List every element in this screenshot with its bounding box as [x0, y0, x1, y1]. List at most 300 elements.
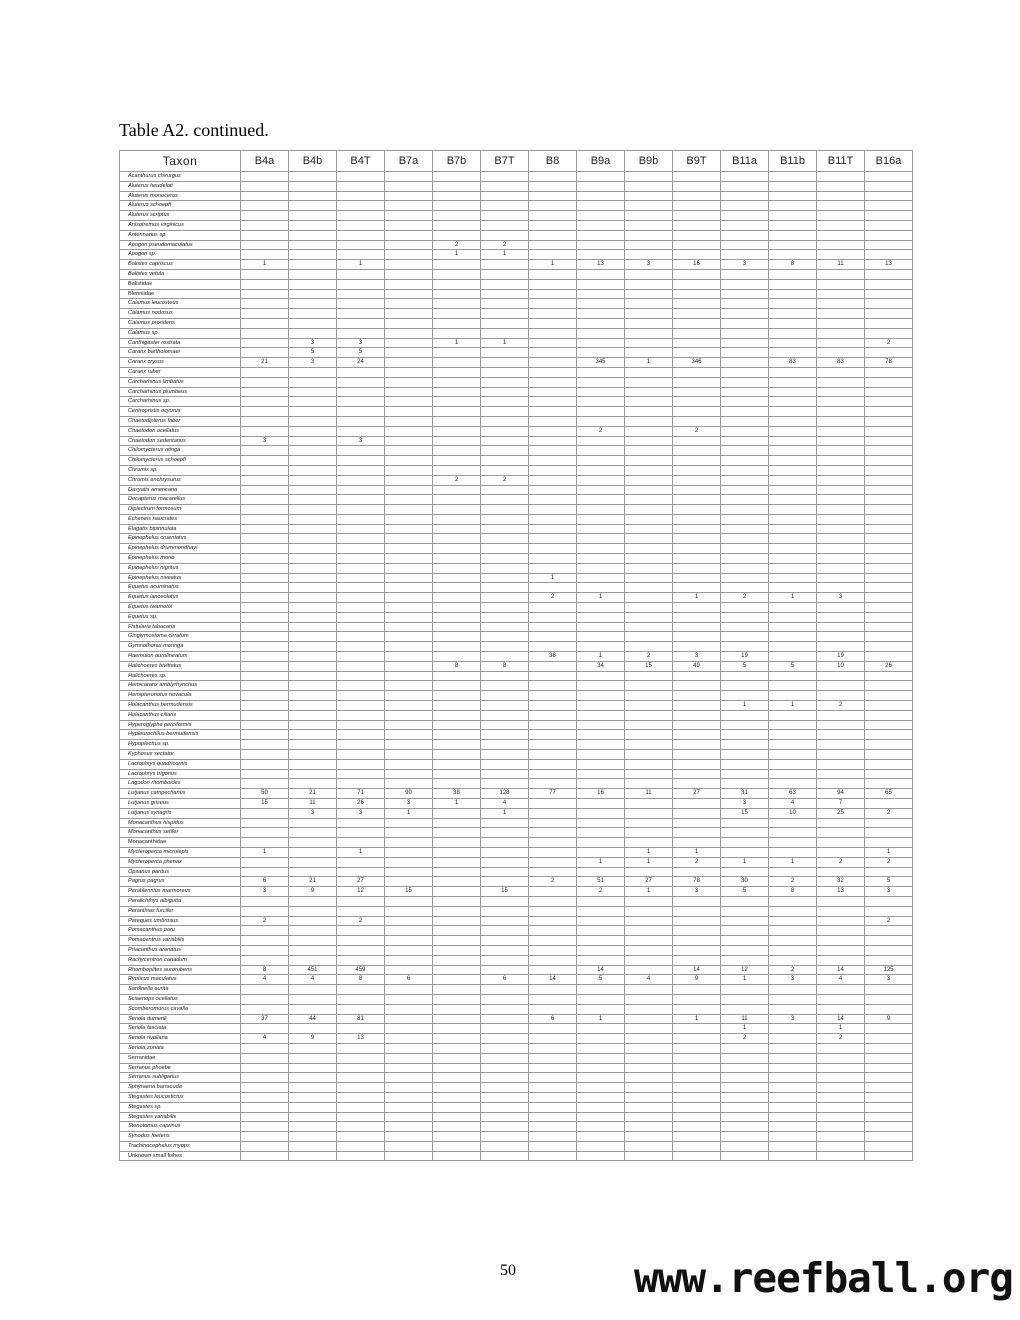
- count-cell: [433, 916, 481, 926]
- count-cell: [721, 328, 769, 338]
- count-cell: 2: [577, 426, 625, 436]
- count-cell: [433, 201, 481, 211]
- count-cell: [529, 828, 577, 838]
- count-cell: [721, 191, 769, 201]
- count-cell: 8: [433, 661, 481, 671]
- count-cell: [625, 1063, 673, 1073]
- count-cell: 2: [865, 857, 913, 867]
- count-cell: [529, 985, 577, 995]
- count-cell: [385, 936, 433, 946]
- count-cell: [433, 348, 481, 358]
- count-cell: [385, 750, 433, 760]
- count-cell: [817, 534, 865, 544]
- count-cell: [721, 818, 769, 828]
- count-cell: [865, 201, 913, 211]
- count-cell: [385, 730, 433, 740]
- count-cell: [433, 583, 481, 593]
- count-cell: [769, 279, 817, 289]
- table-row: [120, 1053, 913, 1063]
- count-cell: [529, 779, 577, 789]
- count-cell: [865, 593, 913, 603]
- count-cell: [289, 250, 337, 260]
- count-cell: [865, 495, 913, 505]
- count-cell: [481, 896, 529, 906]
- count-cell: [817, 1122, 865, 1132]
- count-cell: [817, 1132, 865, 1142]
- taxon-cell: Equetus lanceolatus: [120, 593, 241, 603]
- count-cell: [721, 945, 769, 955]
- count-cell: [433, 426, 481, 436]
- count-cell: [385, 299, 433, 309]
- count-cell: [865, 299, 913, 309]
- count-cell: [289, 1043, 337, 1053]
- count-cell: [385, 769, 433, 779]
- count-cell: [817, 495, 865, 505]
- count-cell: [529, 309, 577, 319]
- count-cell: [337, 818, 385, 828]
- table-body: [120, 172, 913, 1161]
- count-cell: [337, 1004, 385, 1014]
- count-cell: [481, 201, 529, 211]
- count-cell: [625, 730, 673, 740]
- count-cell: [337, 456, 385, 466]
- count-cell: [721, 1122, 769, 1132]
- count-cell: [721, 514, 769, 524]
- count-cell: [625, 289, 673, 299]
- count-cell: [577, 240, 625, 250]
- count-cell: [337, 1063, 385, 1073]
- count-cell: [481, 1014, 529, 1024]
- count-cell: [769, 240, 817, 250]
- count-cell: [625, 740, 673, 750]
- count-cell: [577, 456, 625, 466]
- count-cell: [625, 426, 673, 436]
- count-cell: [865, 945, 913, 955]
- count-cell: [769, 544, 817, 554]
- count-cell: [433, 612, 481, 622]
- count-cell: [625, 945, 673, 955]
- taxon-cell: Stegastes variabilis: [120, 1112, 241, 1122]
- table-row: [120, 328, 913, 338]
- count-cell: 13: [865, 260, 913, 270]
- table-row: [120, 201, 913, 211]
- taxon-cell: Stenotomus caprinus: [120, 1122, 241, 1132]
- count-cell: [721, 554, 769, 564]
- taxon-cell: Chilomycterus schoepfi: [120, 456, 241, 466]
- count-cell: [865, 779, 913, 789]
- count-cell: [577, 201, 625, 211]
- count-cell: [241, 1112, 289, 1122]
- count-cell: 2: [865, 916, 913, 926]
- count-cell: [577, 622, 625, 632]
- count-cell: [337, 328, 385, 338]
- count-cell: [241, 367, 289, 377]
- count-cell: [625, 1102, 673, 1112]
- count-cell: [769, 446, 817, 456]
- count-cell: 1: [721, 701, 769, 711]
- count-cell: [433, 1092, 481, 1102]
- column-header-b8: B8: [529, 151, 577, 172]
- count-cell: [289, 436, 337, 446]
- table-row: [120, 759, 913, 769]
- count-cell: [865, 191, 913, 201]
- count-cell: 6: [529, 1014, 577, 1024]
- count-cell: [673, 691, 721, 701]
- count-cell: [625, 1004, 673, 1014]
- table-row: [120, 945, 913, 955]
- count-cell: [481, 730, 529, 740]
- count-cell: 77: [529, 789, 577, 799]
- count-cell: 2: [721, 593, 769, 603]
- count-cell: [481, 1034, 529, 1044]
- count-cell: [721, 211, 769, 221]
- count-cell: [817, 642, 865, 652]
- count-cell: 94: [817, 789, 865, 799]
- table-row: [120, 1014, 913, 1024]
- count-cell: [385, 1122, 433, 1132]
- taxon-cell: Aluterus schoepfi: [120, 201, 241, 211]
- count-cell: [385, 446, 433, 456]
- table-row: [120, 318, 913, 328]
- count-cell: [241, 426, 289, 436]
- count-cell: [865, 701, 913, 711]
- count-cell: [433, 1073, 481, 1083]
- count-cell: [769, 505, 817, 515]
- count-cell: [289, 906, 337, 916]
- count-cell: [625, 1132, 673, 1142]
- count-cell: [721, 544, 769, 554]
- count-cell: [865, 397, 913, 407]
- count-cell: [241, 1004, 289, 1014]
- count-cell: [481, 877, 529, 887]
- count-cell: [337, 318, 385, 328]
- count-cell: 3: [625, 260, 673, 270]
- count-cell: [721, 534, 769, 544]
- count-cell: [337, 181, 385, 191]
- count-cell: 38: [529, 652, 577, 662]
- count-cell: [337, 172, 385, 182]
- count-cell: [241, 1063, 289, 1073]
- count-cell: [865, 720, 913, 730]
- count-cell: [385, 181, 433, 191]
- count-cell: [865, 691, 913, 701]
- count-cell: [529, 348, 577, 358]
- count-cell: [433, 1004, 481, 1014]
- taxon-cell: Apogon pseudomaculatus: [120, 240, 241, 250]
- count-cell: [481, 652, 529, 662]
- count-cell: [769, 554, 817, 564]
- count-cell: [289, 505, 337, 515]
- count-cell: [721, 1112, 769, 1122]
- count-cell: [817, 338, 865, 348]
- count-cell: [625, 808, 673, 818]
- taxon-cell: Monacanthus hispidus: [120, 818, 241, 828]
- count-cell: [865, 348, 913, 358]
- count-cell: [577, 1102, 625, 1112]
- count-cell: 2: [769, 877, 817, 887]
- count-cell: [577, 269, 625, 279]
- count-cell: [241, 818, 289, 828]
- count-cell: [817, 867, 865, 877]
- count-cell: [817, 563, 865, 573]
- count-cell: [337, 985, 385, 995]
- count-cell: 14: [817, 1014, 865, 1024]
- count-cell: [577, 808, 625, 818]
- count-cell: [673, 681, 721, 691]
- count-cell: [337, 299, 385, 309]
- count-cell: [529, 524, 577, 534]
- count-cell: [337, 465, 385, 475]
- count-cell: [241, 759, 289, 769]
- count-cell: [673, 328, 721, 338]
- count-cell: [481, 632, 529, 642]
- count-cell: [865, 759, 913, 769]
- taxon-cell: Synodus foetens: [120, 1132, 241, 1142]
- count-cell: [865, 505, 913, 515]
- count-cell: [337, 201, 385, 211]
- count-cell: 3: [673, 652, 721, 662]
- count-cell: [817, 1073, 865, 1083]
- count-cell: 78: [865, 358, 913, 368]
- count-cell: [577, 250, 625, 260]
- count-cell: [289, 309, 337, 319]
- count-cell: [385, 573, 433, 583]
- count-cell: [337, 769, 385, 779]
- count-cell: [481, 260, 529, 270]
- count-cell: [529, 211, 577, 221]
- count-cell: [385, 465, 433, 475]
- taxon-column-header: Taxon: [120, 151, 241, 172]
- taxon-cell: Opsanus pardus: [120, 867, 241, 877]
- count-cell: [625, 759, 673, 769]
- count-cell: [817, 720, 865, 730]
- count-cell: [385, 701, 433, 711]
- count-cell: [385, 740, 433, 750]
- taxon-cell: Gymnothorax moringa: [120, 642, 241, 652]
- count-cell: [673, 309, 721, 319]
- page-title: Table A2. continued.: [119, 120, 269, 140]
- count-cell: [673, 250, 721, 260]
- count-cell: 3: [289, 358, 337, 368]
- count-cell: [433, 818, 481, 828]
- taxon-cell: Mycteroperca phenax: [120, 857, 241, 867]
- count-cell: [625, 524, 673, 534]
- count-cell: [673, 416, 721, 426]
- count-cell: 125: [865, 965, 913, 975]
- count-cell: 32: [817, 877, 865, 887]
- count-cell: [769, 1141, 817, 1151]
- count-cell: [433, 446, 481, 456]
- count-cell: [673, 289, 721, 299]
- count-cell: [529, 416, 577, 426]
- count-cell: [769, 456, 817, 466]
- count-cell: 38: [433, 789, 481, 799]
- count-cell: [241, 318, 289, 328]
- count-cell: 2: [865, 338, 913, 348]
- count-cell: [577, 377, 625, 387]
- count-cell: [337, 779, 385, 789]
- count-cell: [769, 495, 817, 505]
- count-cell: 5: [337, 348, 385, 358]
- count-cell: [577, 1053, 625, 1063]
- count-cell: [769, 338, 817, 348]
- count-cell: [817, 1063, 865, 1073]
- table-row: [120, 407, 913, 417]
- count-cell: [865, 730, 913, 740]
- count-cell: [865, 1073, 913, 1083]
- column-header-b11t: B11T: [817, 151, 865, 172]
- count-cell: [337, 906, 385, 916]
- count-cell: [337, 936, 385, 946]
- count-cell: [769, 475, 817, 485]
- count-cell: [241, 994, 289, 1004]
- count-cell: [817, 240, 865, 250]
- count-cell: [241, 407, 289, 417]
- count-cell: 14: [817, 965, 865, 975]
- count-cell: [241, 309, 289, 319]
- table-row: [120, 1043, 913, 1053]
- table-row: [120, 1151, 913, 1161]
- count-cell: [625, 916, 673, 926]
- count-cell: 1: [625, 847, 673, 857]
- count-cell: [817, 681, 865, 691]
- count-cell: 49: [673, 661, 721, 671]
- count-cell: [241, 730, 289, 740]
- count-cell: [433, 926, 481, 936]
- count-cell: [625, 603, 673, 613]
- count-cell: [529, 220, 577, 230]
- count-cell: [673, 475, 721, 485]
- count-cell: [625, 416, 673, 426]
- count-cell: [721, 446, 769, 456]
- taxon-cell: Lactophrys quadricornis: [120, 759, 241, 769]
- table-row: [120, 936, 913, 946]
- count-cell: [817, 1112, 865, 1122]
- count-cell: [481, 867, 529, 877]
- taxon-cell: Stegastes sp.: [120, 1102, 241, 1112]
- count-cell: [577, 387, 625, 397]
- taxon-cell: Anisotremus virginicus: [120, 220, 241, 230]
- count-cell: [625, 994, 673, 1004]
- count-cell: [385, 583, 433, 593]
- count-cell: [769, 1132, 817, 1142]
- count-cell: [481, 358, 529, 368]
- count-cell: [577, 769, 625, 779]
- count-cell: [577, 1004, 625, 1014]
- count-cell: [865, 603, 913, 613]
- count-cell: [769, 769, 817, 779]
- count-cell: 13: [337, 1034, 385, 1044]
- count-cell: [577, 896, 625, 906]
- taxon-cell: Aluterus scriptus: [120, 211, 241, 221]
- count-cell: 1: [433, 250, 481, 260]
- column-header-b4b: B4b: [289, 151, 337, 172]
- count-cell: [577, 759, 625, 769]
- count-cell: [385, 220, 433, 230]
- count-cell: [433, 769, 481, 779]
- taxon-cell: Balistes vetula: [120, 269, 241, 279]
- count-cell: [337, 603, 385, 613]
- count-cell: [721, 505, 769, 515]
- count-cell: 10: [769, 808, 817, 818]
- count-cell: [337, 397, 385, 407]
- count-cell: [673, 456, 721, 466]
- table-row: [120, 456, 913, 466]
- count-cell: [529, 554, 577, 564]
- count-cell: [529, 838, 577, 848]
- count-cell: [865, 426, 913, 436]
- count-cell: [577, 1083, 625, 1093]
- count-cell: [721, 1073, 769, 1083]
- taxon-cell: Seriola zonata: [120, 1043, 241, 1053]
- count-cell: [865, 583, 913, 593]
- table-row: [120, 544, 913, 554]
- count-cell: [385, 230, 433, 240]
- count-cell: 3: [769, 975, 817, 985]
- count-cell: [481, 906, 529, 916]
- count-cell: 5: [721, 661, 769, 671]
- count-cell: [481, 534, 529, 544]
- count-cell: [865, 632, 913, 642]
- count-cell: [865, 671, 913, 681]
- count-cell: 15: [241, 799, 289, 809]
- count-cell: [625, 191, 673, 201]
- count-cell: [865, 936, 913, 946]
- taxon-cell: Haemulon aurolineatum: [120, 652, 241, 662]
- count-cell: [625, 1092, 673, 1102]
- count-cell: 21: [241, 358, 289, 368]
- count-cell: [721, 416, 769, 426]
- count-cell: [577, 181, 625, 191]
- count-cell: [241, 1073, 289, 1083]
- count-cell: [865, 250, 913, 260]
- count-cell: [529, 710, 577, 720]
- column-header-b4a: B4a: [241, 151, 289, 172]
- count-cell: [433, 318, 481, 328]
- count-cell: [625, 1073, 673, 1083]
- count-cell: 7: [817, 799, 865, 809]
- count-cell: [673, 211, 721, 221]
- table-row: [120, 387, 913, 397]
- count-cell: [385, 475, 433, 485]
- count-cell: [385, 1053, 433, 1063]
- count-cell: [337, 593, 385, 603]
- count-cell: [529, 563, 577, 573]
- count-cell: [385, 563, 433, 573]
- count-cell: [529, 740, 577, 750]
- count-cell: [625, 985, 673, 995]
- count-cell: [577, 1092, 625, 1102]
- count-cell: [481, 416, 529, 426]
- count-cell: [673, 407, 721, 417]
- count-cell: [529, 896, 577, 906]
- count-cell: [337, 563, 385, 573]
- count-cell: [289, 701, 337, 711]
- taxon-cell: Lagodon rhomboides: [120, 779, 241, 789]
- count-cell: [289, 720, 337, 730]
- count-cell: [673, 926, 721, 936]
- count-cell: [481, 544, 529, 554]
- count-cell: [625, 377, 673, 387]
- count-cell: [481, 446, 529, 456]
- count-cell: [577, 172, 625, 182]
- table-row: [120, 358, 913, 368]
- count-cell: [481, 573, 529, 583]
- count-cell: 1: [721, 1024, 769, 1034]
- count-cell: [289, 524, 337, 534]
- count-cell: 13: [817, 887, 865, 897]
- count-cell: [625, 720, 673, 730]
